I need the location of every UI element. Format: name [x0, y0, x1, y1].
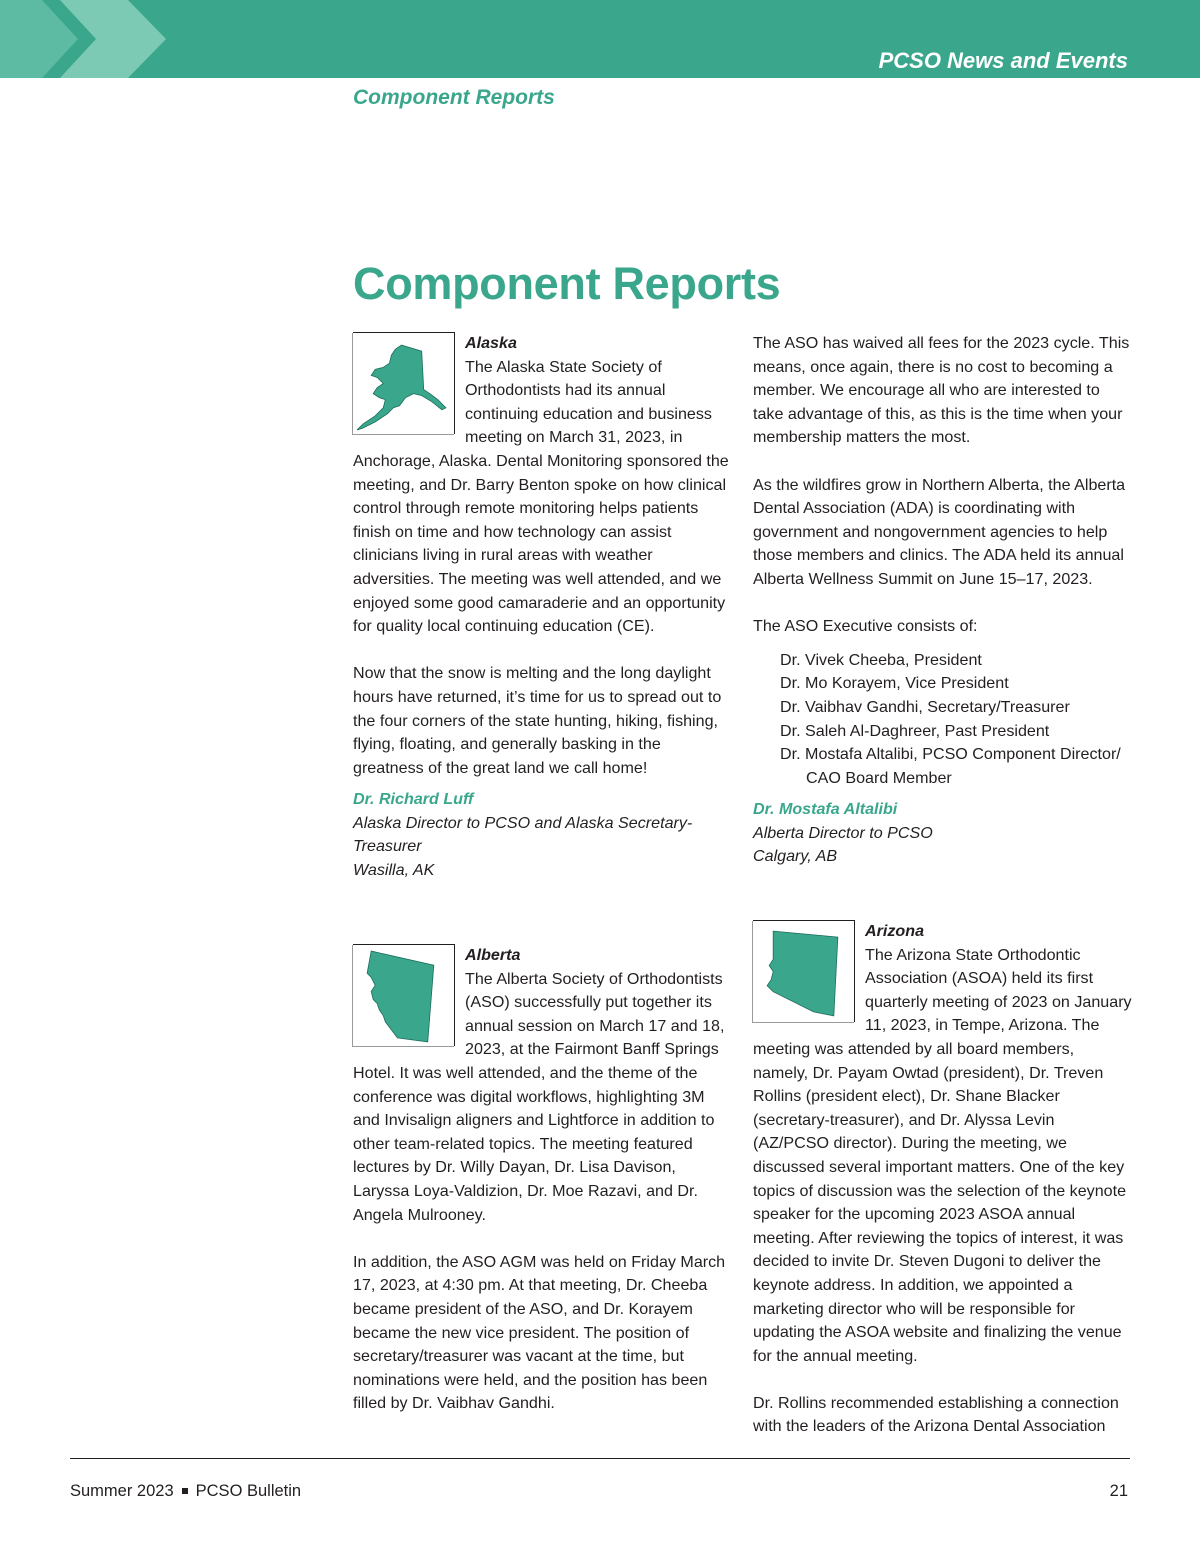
alberta-paragraph: The ASO Executive consists of: — [753, 617, 978, 636]
executive-member: Dr. Saleh Al-Daghreer, Past President — [780, 721, 1050, 740]
alberta-paragraph: The ASO has waived all fees for the 2023 cycle. This means, once again, there is no cost to becoming a member. We encourage all who are interested to take advantage of this, as this is the time when your membership matters the most. — [753, 334, 1130, 447]
signature-role: Alberta Director to PCSO — [753, 823, 933, 842]
arizona-paragraph: Dr. Rollins recommended establishing a connection with the leaders of the Arizona Dental Association — [753, 1393, 1119, 1436]
executive-list — [753, 649, 1133, 791]
arizona-heading: Arizona — [865, 922, 925, 940]
alaska-report — [353, 332, 731, 883]
footer-issue-date: Summer 2023 — [70, 1482, 174, 1500]
page-number: 21 — [1109, 1482, 1128, 1500]
executive-member: Dr. Mo Korayem, Vice President — [780, 674, 1009, 693]
alaska-paragraph: The Alaska State Society of Orthodontists had its annual continuing education and business meeting on March 31, 2023, in Anchorage, Alaska. Dental Monitoring sponsored the meeting, and Dr. Barry Benton spoke on how clinical control through remote monitoring helps patients finish on time and how technology can assist clinicians living in rural areas with weather adversities. The meeting was well attended, and we enjoyed some good camaraderie and an opportunity for quality local continuing education (CE). — [353, 357, 729, 636]
alberta-signature — [753, 798, 1133, 869]
running-head: Component Reports — [353, 86, 555, 109]
alberta-paragraph: As the wildfires grow in Northern Alberta, the Alberta Dental Association (ADA) is coordinating with government and nongovernment agencies to help those members and clinics. The ADA held its annual Alberta Wellness Summit on June 15–17, 2023. — [753, 475, 1126, 588]
alaska-signature — [353, 788, 731, 882]
arizona-report — [753, 920, 1133, 1439]
arizona-paragraph: The Arizona State Orthodontic Association (ASOA) held its first quarterly meeting of 2023 on January 11, 2023, in Tempe, Arizona. The meeting was attended by all board members, namely, Dr. Payam Owtad (president), Dr. Treven Rollins (president elect), Dr. Shane Blacker (secretary-treasurer), and Dr. Alyssa Levin (AZ/PCSO director). During the meeting, we discussed several important matters. One of the key topics of discussion was the selection of the keynote speaker for the upcoming 2023 ASOA annual meeting. After reviewing the topics of interest, it was decided to invite Dr. Steven Dugoni to deliver the keynote address. In addition, we appointed a marketing director who will be responsible for updating the ASOA website and finalizing the venue for the annual meeting. — [753, 945, 1132, 1365]
footer-publication: PCSO Bulletin — [195, 1482, 302, 1500]
signature-name: Dr. Mostafa Altalibi — [753, 800, 898, 819]
alberta-report-continued — [753, 332, 1133, 869]
alberta-heading: Alberta — [465, 946, 521, 964]
alaska-map-icon — [353, 332, 455, 434]
footer-rule — [70, 1458, 1130, 1459]
page-title: Component Reports — [353, 258, 781, 309]
square-bullet-icon — [182, 1488, 188, 1494]
alberta-paragraph: The Alberta Society of Orthodontists (ASO) successfully put together its annual session on March 17 and 18, 2023, at the Fairmont Banff Springs Hotel. It was well attended, and the theme of the conference was digital workflows, highlighting 3M and Invisalign aligners and Lightforce in addition to other team-related topics. The meeting featured lectures by Dr. Willy Dayan, Dr. Lisa Davison, Laryssa Loya-Valdizion, Dr. Moe Razavi, and Dr. Angela Mulrooney. — [353, 969, 725, 1224]
alberta-paragraph: In addition, the ASO AGM was held on Friday March 17, 2023, at 4:30 pm. At that meeting, Dr. Cheeba became president of the ASO, and Dr. Korayem became the new vice president. The position of secretary/treasurer was vacant at the time, but nominations were held, and the position has been filled by Dr. Vaibhav Gandhi. — [353, 1252, 726, 1413]
signature-location: Wasilla, AK — [353, 861, 435, 880]
arizona-map-icon — [753, 920, 855, 1022]
alaska-heading: Alaska — [465, 334, 517, 352]
signature-role: Alaska Director to PCSO and Alaska Secretary-Treasurer — [353, 813, 693, 856]
executive-member: Dr. Vivek Cheeba, President — [780, 650, 982, 669]
alberta-report — [353, 944, 731, 1416]
alberta-map-icon — [353, 944, 455, 1046]
signature-location: Calgary, AB — [753, 847, 838, 866]
alaska-paragraph: Now that the snow is melting and the long daylight hours have returned, it’s time for us to spread out to the four corners of the state hunting, hiking, fishing, flying, floating, and generally basking in the greatness of the great land we call home! — [353, 664, 722, 777]
chevron-arrows-icon — [0, 0, 180, 78]
section-label: PCSO News and Events — [878, 48, 1128, 73]
footer-issue — [70, 1479, 301, 1503]
executive-member: Dr. Mostafa Altalibi, PCSO Component Director/ CAO Board Member — [780, 745, 1121, 787]
executive-member: Dr. Vaibhav Gandhi, Secretary/Treasurer — [780, 697, 1070, 716]
signature-name: Dr. Richard Luff — [353, 790, 474, 809]
